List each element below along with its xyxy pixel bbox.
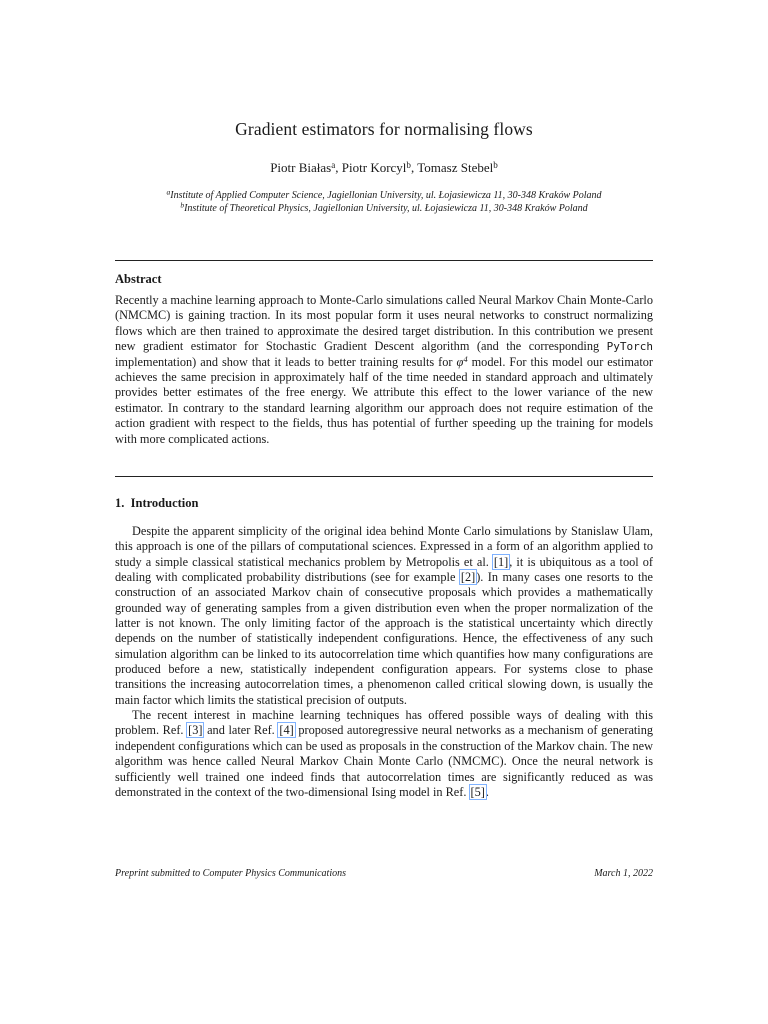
affiliation-mark: b	[180, 200, 185, 210]
citation-link[interactable]: [5]	[470, 784, 485, 799]
affiliation-mark: a	[166, 187, 171, 197]
section-number: 1.	[115, 496, 125, 510]
footer-submission-note: Preprint submitted to Computer Physics Communications	[115, 868, 347, 879]
affiliation	[0, 189, 768, 202]
phi-symbol	[457, 355, 468, 369]
paragraph-text: Despite the apparent simplicity of the original idea behind Monte Carlo simulations by Stanislaw Ulam, this approach is one of the pillars of computational sciences. Expressed in a form of an algorithm applied to study a simple classical statistical mechanics problem by Metropolis et al.	[115, 524, 653, 569]
author-name: Tomasz Stebel	[417, 160, 494, 175]
author-list: Piotr Białas$^a$, Piotr Korcyl$^b$, Tomasz Stebel$^b$	[270, 159, 498, 175]
abstract-top-rule	[115, 260, 653, 261]
affiliation	[0, 202, 768, 215]
affiliation-mark: a	[331, 159, 336, 170]
author-name: Piotr Korcyl	[341, 160, 407, 175]
paragraph-text: and later Ref.	[207, 723, 275, 738]
paper-title: Gradient estimators for normalising flows	[235, 119, 533, 139]
paragraph	[115, 708, 653, 800]
section-heading-introduction	[115, 496, 198, 511]
paragraph-text: .	[485, 784, 489, 799]
author-name: Piotr Białas	[270, 160, 332, 175]
citation-link[interactable]: [2]	[460, 570, 476, 585]
affiliation-mark: b	[406, 159, 411, 170]
affiliation-list	[0, 189, 768, 215]
abstract-text-part: implementation) and show that it leads to better training results for	[115, 354, 453, 369]
abstract-heading: Abstract	[115, 272, 162, 286]
affiliation-text: Institute of Applied Computer Science, Jagiellonian University, ul. Łojasiewicza 11, 30-348 Kraków Poland	[170, 190, 602, 201]
abstract-bottom-rule	[115, 476, 653, 477]
abstract-text-part: Recently a machine learning approach to Monte-Carlo simulations called Neural Markov Chain Monte-Carlo (NMCMC) is gaining traction. In its most popular form it uses neural networks to construct normalizing flows which are then trained to approximate the desired target distribution. In this contribution we present new gradient estimator for Stochastic Gradient Descent algorithm (and the corresponding	[115, 293, 653, 354]
footer-date: March 1, 2022	[594, 868, 653, 879]
phi-letter: φ	[456, 354, 464, 369]
paragraph-text: proposed autoregressive neural networks as a mechanism of generating independent configurations which can be used as proposals in the construction of the Markov chain. The new algorithm was hence called Neural Markov Chain Monte Carlo (NMCMC). Once the neural network is sufficiently well trained one indeed finds that autocorrelation times are significantly reduced as was demonstrated in the context of the two-dimensional Ising model in Ref.	[115, 723, 654, 799]
phi-exponent: 4	[463, 353, 468, 364]
abstract-text	[115, 293, 653, 447]
affiliation-text: Institute of Theoretical Physics, Jagiellonian University, ul. Łojasiewicza 11, 30-348 Kraków Poland	[184, 203, 588, 214]
citation-link[interactable]: [3]	[188, 723, 203, 738]
section-title: Introduction	[130, 496, 199, 510]
introduction-body	[115, 524, 653, 800]
affiliation-mark: b	[493, 159, 498, 170]
citation-link[interactable]: [4]	[279, 723, 294, 738]
code-term: PyTorch	[606, 340, 653, 354]
abstract-text-part: model. For this model our estimator achieves the same precision in approximately half of the time needed in standard approach and ultimately provides better estimates of the free energy. We attribute this effect to the lower variance of the new estimator. In contrary to the standard learning algorithm our approach does not require estimation of the action gradient with respect to the fields, thus has potential of further speeding up the training for models with more complicated actions.	[115, 354, 654, 446]
paragraph	[115, 524, 653, 708]
paragraph-text: The recent interest in machine learning techniques has offered possible ways of dealing with this problem. Ref.	[115, 708, 653, 738]
paragraph-text: ). In many cases one resorts to the construction of an associated Markov chain of consecutive proposals which provides a mathematically grounded way of generating samples from a given distribution even when the proper normalization of the latter is not known. The only limiting factor of the approach is the statistical uncertainty which directly depends on the number of statistically independent configurations. Hence, the effectiveness of any such simulation algorithm can be linked to its autocorrelation time which quantifies how many configurations are produced before a new, statistically independent configuration appears. For systems close to phase transitions the increasing autocorrelation times, a phenomenon called critical slowing down, is usually the main factor which limits the statistical precision of outputs.	[115, 570, 654, 707]
paragraph-text: , it is ubiquitous as a tool of dealing with complicated probability distributions (see for example	[115, 554, 653, 585]
citation-link[interactable]: [1]	[493, 554, 509, 569]
